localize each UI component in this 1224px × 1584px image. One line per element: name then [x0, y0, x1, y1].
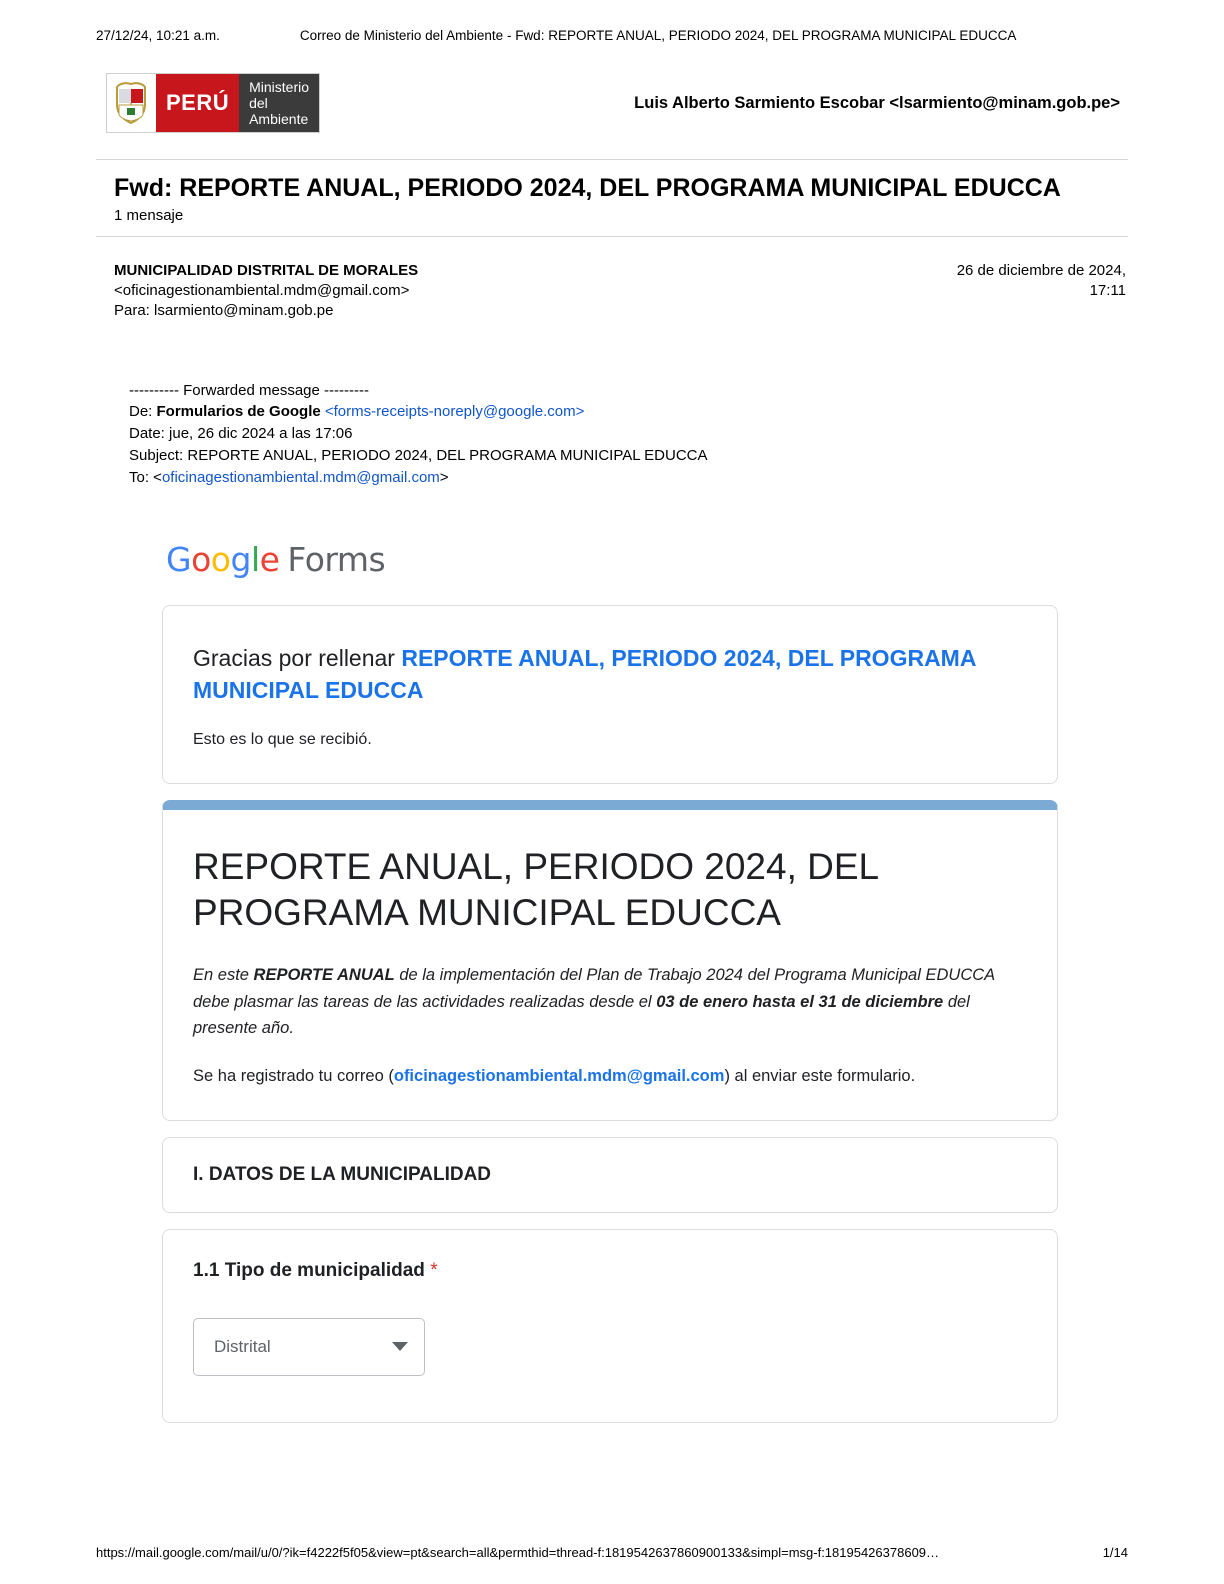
form-desc-bold-1: REPORTE ANUAL — [253, 966, 395, 985]
sender-name: MUNICIPALIDAD DISTRITAL DE MORALES — [114, 261, 419, 279]
account-email: Luis Alberto Sarmiento Escobar <lsarmiento@minam.gob.pe> — [634, 93, 1120, 112]
thanks-form-name: REPORTE ANUAL, PERIODO 2024, DEL PROGRAMA MUNICIPAL EDUCCA — [193, 645, 976, 704]
logo-letter-g: G — [166, 540, 192, 580]
tipo-municipalidad-select[interactable] — [193, 1318, 425, 1376]
logo-letter-o2: o — [210, 540, 231, 580]
forwarded-from-label: De: — [129, 403, 153, 421]
logo-word-forms: Forms — [287, 540, 386, 580]
registered-suffix: ) al enviar este formulario. — [724, 1067, 916, 1086]
peru-label: PERÚ — [156, 74, 239, 132]
message-count: 1 mensaje — [114, 206, 184, 224]
divider-subject — [96, 236, 1128, 237]
forwarded-from-name: Formularios de Google — [156, 403, 321, 421]
forwarded-to-email[interactable]: oficinagestionambiental.mdm@gmail.com — [161, 468, 440, 486]
minam-logo — [106, 73, 320, 133]
recipient-line: Para: lsarmiento@minam.gob.pe — [114, 302, 334, 320]
message-date-line-1: 26 de diciembre de 2024, — [956, 261, 1126, 279]
google-forms-logo — [166, 540, 1128, 579]
chevron-down-icon — [392, 1342, 408, 1351]
forwarded-subject: Subject: REPORTE ANUAL, PERIODO 2024, DEL PROGRAMA MUNICIPAL EDUCCA — [129, 446, 708, 464]
thanks-prefix: Gracias por rellenar — [193, 645, 402, 672]
message-header — [96, 251, 1128, 322]
sender-email: <oficinagestionambiental.mdm@gmail.com> — [114, 282, 410, 299]
registered-prefix: Se ha registrado tu correo ( — [193, 1067, 394, 1086]
logo-letter-e: e — [259, 540, 280, 580]
required-asterisk: * — [430, 1259, 438, 1281]
message-date — [957, 261, 1126, 322]
print-header — [96, 28, 1128, 43]
registered-email-note — [193, 1063, 1027, 1089]
ministry-line-1: Ministerio — [249, 78, 309, 95]
form-summary-card — [162, 800, 1058, 1121]
print-header-date: 27/12/24, 10:21 a.m. — [96, 28, 220, 43]
registered-email: oficinagestionambiental.mdm@gmail.com — [393, 1067, 725, 1086]
thanks-subtitle: Esto es lo que se recibió. — [193, 730, 372, 748]
print-footer-page: 1/14 — [1102, 1545, 1128, 1560]
print-footer — [96, 1545, 1128, 1560]
print-footer-url: https://mail.google.com/mail/u/0/?ik=f4222f5f05&view=pt&search=all&permthid=thread-f:1819542637860900133&simpl=msg-f:18195426378609… — [96, 1545, 940, 1560]
ministry-label — [239, 74, 319, 132]
forwarded-separator: ---------- Forwarded message --------- — [129, 381, 369, 399]
forwarded-to-label: To: < — [129, 468, 162, 486]
form-desc-part-2: de la implementación del Plan de Trabajo 2024 del Programa Municipal EDUCCA debe plasmar las tareas de las actividades realizadas desde el — [193, 966, 995, 1011]
form-desc-part-3: del presente año. — [193, 992, 970, 1037]
logo-letter-g2: g — [230, 540, 251, 580]
form-desc-bold-2: 03 de enero hasta el 31 de diciembre — [656, 992, 944, 1011]
subject-text: REPORTE ANUAL, PERIODO 2024, DEL PROGRAMA MUNICIPAL EDUCCA — [179, 174, 1061, 202]
branding-row — [96, 73, 1128, 133]
forwarded-from-line — [129, 401, 1128, 423]
divider-top — [96, 159, 1128, 160]
forwarded-from-email[interactable]: <forms-receipts-noreply@google.com> — [324, 403, 585, 421]
question-text: 1.1 Tipo de municipalidad — [193, 1259, 425, 1281]
form-title: REPORTE ANUAL, PERIODO 2024, DEL PROGRAMA MUNICIPAL EDUCCA — [193, 845, 878, 933]
logo-letter-o1: o — [191, 540, 211, 580]
email-subject — [96, 174, 1128, 203]
forwarded-to-line — [129, 467, 1128, 489]
subject-prefix: Fwd: — [114, 174, 173, 202]
section-title: I. DATOS DE LA MUNICIPALIDAD — [193, 1163, 492, 1185]
form-description — [193, 962, 1027, 1041]
peru-coat-of-arms-icon — [107, 74, 156, 132]
question-label — [193, 1260, 1027, 1282]
sender-info — [114, 261, 418, 322]
forwarded-date: Date: jue, 26 dic 2024 a las 17:06 — [129, 425, 353, 442]
thanks-card — [162, 605, 1058, 783]
print-header-title: Correo de Ministerio del Ambiente - Fwd: REPORTE ANUAL, PERIODO 2024, DEL PROGRAMA MUNICIPAL EDUCCA — [299, 28, 1017, 43]
logo-letter-l: l — [250, 540, 260, 580]
thanks-title — [193, 642, 1027, 706]
message-date-line-2: 17:11 — [1089, 282, 1126, 299]
section-card — [162, 1137, 1058, 1213]
forwarded-to-close: > — [439, 468, 449, 486]
ministry-line-2: del Ambiente — [249, 94, 309, 128]
question-card — [162, 1229, 1058, 1423]
select-value: Distrital — [214, 1336, 271, 1356]
forwarded-message-header — [96, 380, 1128, 489]
form-desc-part-1: En este — [193, 966, 254, 985]
